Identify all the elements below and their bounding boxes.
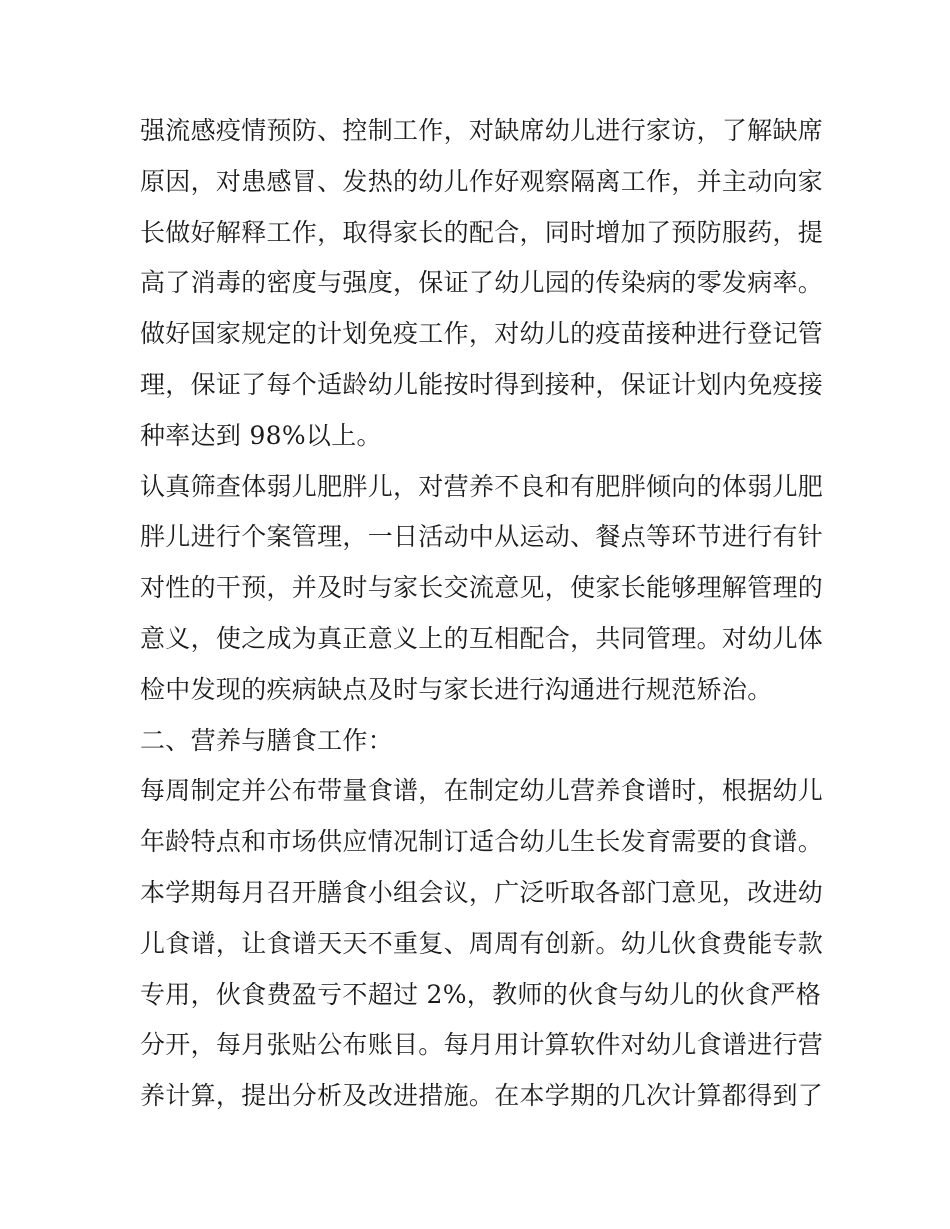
text-line: 强流感疫情预防、控制工作，对缺席幼儿进行家访，了解缺席 xyxy=(140,116,824,145)
text-line: 每周制定并公布带量食谱，在制定幼儿营养食谱时，根据幼儿 xyxy=(140,776,824,806)
text-line: 年龄特点和市场供应情况制订适合幼儿生长发育需要的食谱。 xyxy=(140,827,824,857)
text-line: 认真筛查体弱儿肥胖儿，对营养不良和有肥胖倾向的体弱儿肥 xyxy=(140,471,824,501)
document-body xyxy=(140,106,824,1122)
text-line: 理，保证了每个适龄幼儿能按时得到接种，保证计划内免疫接 xyxy=(140,369,824,399)
text-line: 做好国家规定的计划免疫工作，对幼儿的疫苗接种进行登记管 xyxy=(140,319,824,349)
text-line: 本学期每月召开膳食小组会议，广泛听取各部门意见，改进幼 xyxy=(140,877,824,907)
text-line: 检中发现的疾病缺点及时与家长进行沟通进行规范矫治。 xyxy=(140,674,773,704)
text-line: 原因，对患感冒、发热的幼儿作好观察隔离工作，并主动向家 xyxy=(140,166,824,196)
text-line: 养计算，提出分析及改进措施。在本学期的几次计算都得到了 xyxy=(140,1081,824,1111)
text-line: 高了消毒的密度与强度，保证了幼儿园的传染病的零发病率。 xyxy=(140,268,824,298)
text-line: 儿食谱，让食谱天天不重复、周周有创新。幼儿伙食费能专款 xyxy=(140,928,824,958)
text-line: 专用，伙食费盈亏不超过 2%，教师的伙食与幼儿的伙食严格 xyxy=(140,979,822,1009)
text-line: 意义，使之成为真正意义上的互相配合，共同管理。对幼儿体 xyxy=(140,623,824,653)
text-line: 种率达到 98%以上。 xyxy=(140,420,382,450)
text-line: 分开，每月张贴公布账目。每月用计算软件对幼儿食谱进行营 xyxy=(140,1030,824,1060)
section-heading: 二、营养与膳食工作： xyxy=(140,725,394,755)
text-line: 胖儿进行个案管理，一日活动中从运动、餐点等环节进行有针 xyxy=(140,522,824,552)
text-line: 对性的干预，并及时与家长交流意见，使家长能够理解管理的 xyxy=(140,573,824,603)
text-line: 长做好解释工作，取得家长的配合，同时增加了预防服药，提 xyxy=(140,217,824,247)
